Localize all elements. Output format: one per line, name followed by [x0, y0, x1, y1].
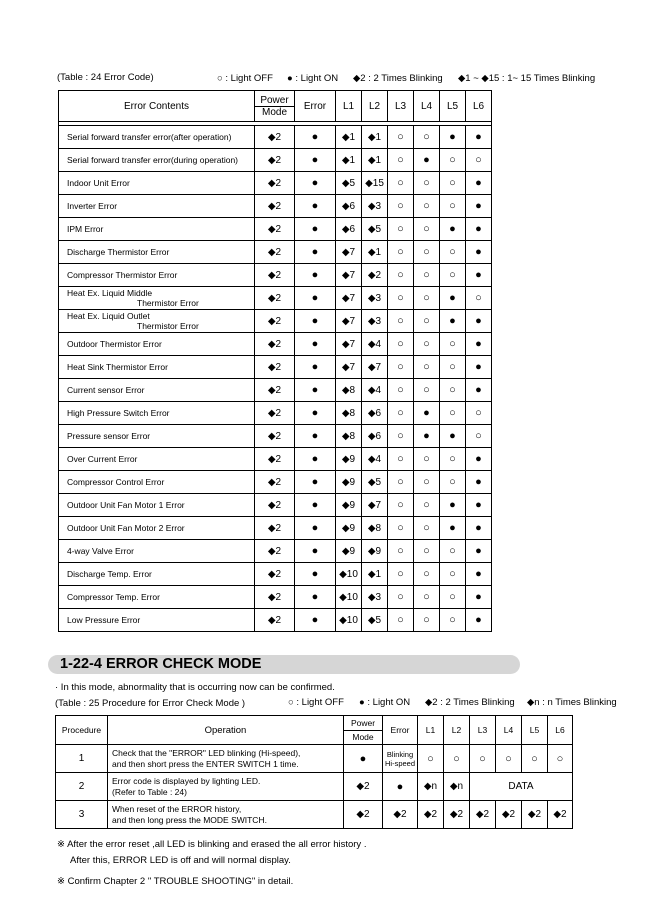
- power-mode-indicator: ◆2: [255, 609, 295, 632]
- error-contents-cell: Over Current Error: [59, 448, 255, 471]
- l3-indicator: ○: [388, 448, 414, 471]
- l6-indicator: ●: [466, 126, 492, 149]
- l3-indicator: ○: [388, 402, 414, 425]
- power-mode-indicator: ●: [344, 745, 383, 773]
- l6-indicator: ●: [466, 241, 492, 264]
- l6-indicator: ●: [466, 563, 492, 586]
- l6-indicator: ●: [466, 310, 492, 333]
- t25-legend-n-blinking: ◆n : n Times Blinking: [527, 697, 617, 708]
- table24-caption: (Table : 24 Error Code): [57, 72, 154, 83]
- l6-indicator: ●: [466, 264, 492, 287]
- table-row: [59, 241, 492, 264]
- l1-indicator: ◆2: [418, 801, 444, 829]
- l3-indicator: ○: [388, 172, 414, 195]
- l1-indicator: ◆7: [336, 241, 362, 264]
- error-indicator: ●: [295, 517, 336, 540]
- l3-indicator: ○: [388, 241, 414, 264]
- l1-indicator: ◆10: [336, 563, 362, 586]
- l2-indicator: ◆4: [362, 333, 388, 356]
- header-l2: L2: [362, 91, 388, 122]
- l2-indicator: ◆4: [362, 448, 388, 471]
- l1-indicator: ◆10: [336, 586, 362, 609]
- l5-indicator: ○: [440, 333, 466, 356]
- header-l4: L4: [414, 91, 440, 122]
- error-contents-cell: Low Pressure Error: [59, 609, 255, 632]
- error-indicator: ●: [295, 195, 336, 218]
- l1-indicator: ◆1: [336, 149, 362, 172]
- l2-indicator: ◆1: [362, 149, 388, 172]
- header-power-mode: Power Mode: [255, 91, 295, 122]
- error-indicator: ●: [295, 609, 336, 632]
- l2-indicator: ◆6: [362, 425, 388, 448]
- l4-indicator: ●: [414, 425, 440, 448]
- l3-indicator: ○: [388, 494, 414, 517]
- l3-indicator: ○: [388, 310, 414, 333]
- l1-indicator: ◆7: [336, 310, 362, 333]
- error-indicator: ●: [295, 310, 336, 333]
- l6-indicator: ●: [466, 609, 492, 632]
- l3-indicator: ○: [388, 586, 414, 609]
- procedure-number: 3: [56, 801, 108, 829]
- l4-indicator: ○: [414, 195, 440, 218]
- l4-indicator: ○: [414, 126, 440, 149]
- l2-indicator: ◆1: [362, 126, 388, 149]
- l4-indicator: ○: [414, 218, 440, 241]
- l2-indicator: ◆n: [444, 773, 470, 801]
- l6-indicator: ●: [466, 172, 492, 195]
- l4-indicator: ○: [414, 287, 440, 310]
- l2-indicator: ◆3: [362, 310, 388, 333]
- l1-indicator: ◆8: [336, 402, 362, 425]
- l3-indicator: ○: [470, 745, 496, 773]
- l4-indicator: ○: [414, 310, 440, 333]
- error-indicator: ●: [295, 586, 336, 609]
- l1-indicator: ◆1: [336, 126, 362, 149]
- operation-text: Error code is displayed by lighting LED. (Refer to Table : 24): [108, 773, 344, 801]
- l1-indicator: ◆9: [336, 471, 362, 494]
- error-indicator: ●: [295, 563, 336, 586]
- l3-indicator: ○: [388, 149, 414, 172]
- table-row: [59, 540, 492, 563]
- l4-indicator: ○: [414, 586, 440, 609]
- l1-indicator: ◆8: [336, 379, 362, 402]
- l6-indicator: ●: [466, 195, 492, 218]
- data-indicator: DATA: [470, 773, 573, 801]
- l5-indicator: ○: [440, 563, 466, 586]
- header-l4: L4: [496, 716, 522, 745]
- error-indicator: ●: [295, 402, 336, 425]
- l3-indicator: ○: [388, 126, 414, 149]
- power-mode-indicator: ◆2: [255, 425, 295, 448]
- error-indicator: ●: [295, 356, 336, 379]
- power-mode-indicator: ◆2: [344, 801, 383, 829]
- table-row: [59, 218, 492, 241]
- table-row: [59, 563, 492, 586]
- operation-text: When reset of the ERROR history, and then long press the MODE SWITCH.: [108, 801, 344, 829]
- table-row: [56, 745, 573, 773]
- l5-indicator: ○: [440, 540, 466, 563]
- power-mode-indicator: ◆2: [255, 126, 295, 149]
- l6-indicator: ○: [548, 745, 573, 773]
- l1-indicator: ◆6: [336, 218, 362, 241]
- l5-indicator: ●: [440, 126, 466, 149]
- l1-indicator: ◆9: [336, 540, 362, 563]
- reset-note-continued: After this, ERROR LED is off and will normal display.: [70, 855, 291, 866]
- l1-indicator: ◆5: [336, 172, 362, 195]
- l1-indicator: ◆7: [336, 333, 362, 356]
- error-indicator: ●: [295, 494, 336, 517]
- l2-indicator: ◆5: [362, 471, 388, 494]
- error-indicator: ●: [295, 172, 336, 195]
- l4-indicator: ○: [414, 471, 440, 494]
- l4-indicator: ○: [414, 264, 440, 287]
- table-row: [59, 517, 492, 540]
- error-contents-cell: Discharge Thermistor Error: [59, 241, 255, 264]
- table-row: [59, 264, 492, 287]
- l5-indicator: ○: [522, 745, 548, 773]
- table25-caption: (Table : 25 Procedure for Error Check Mode ): [55, 698, 246, 709]
- l5-indicator: ○: [440, 195, 466, 218]
- procedure-number: 2: [56, 773, 108, 801]
- table-row: [59, 149, 492, 172]
- l5-indicator: ●: [440, 517, 466, 540]
- power-mode-indicator: ◆2: [255, 563, 295, 586]
- l6-indicator: ●: [466, 379, 492, 402]
- table-row: [59, 586, 492, 609]
- l6-indicator: ○: [466, 149, 492, 172]
- l5-indicator: ○: [440, 149, 466, 172]
- error-indicator: ●: [295, 218, 336, 241]
- l4-indicator: ○: [414, 241, 440, 264]
- header-power-mode: Power Mode: [344, 716, 383, 745]
- table-row: [59, 172, 492, 195]
- l3-indicator: ○: [388, 287, 414, 310]
- error-contents-cell: Heat Ex. Liquid Outlet Thermistor Error: [59, 310, 255, 333]
- section-intro: · In this mode, abnormality that is occurring now can be confirmed.: [55, 682, 335, 693]
- power-mode-indicator: ◆2: [255, 586, 295, 609]
- l4-indicator: ●: [414, 402, 440, 425]
- l6-indicator: ●: [466, 540, 492, 563]
- l5-indicator: ●: [440, 287, 466, 310]
- power-mode-indicator: ◆2: [344, 773, 383, 801]
- error-indicator: ◆2: [383, 801, 418, 829]
- error-indicator: ●: [295, 149, 336, 172]
- l6-indicator: ●: [466, 494, 492, 517]
- l3-indicator: ○: [388, 609, 414, 632]
- table-row: [59, 609, 492, 632]
- l2-indicator: ◆4: [362, 379, 388, 402]
- header-l3: L3: [470, 716, 496, 745]
- l6-indicator: ●: [466, 448, 492, 471]
- table-header-row: [56, 716, 573, 745]
- table-row: [59, 425, 492, 448]
- l2-indicator: ◆1: [362, 241, 388, 264]
- l1-indicator: ◆9: [336, 494, 362, 517]
- error-contents-cell: Inverter Error: [59, 195, 255, 218]
- l2-indicator: ◆8: [362, 517, 388, 540]
- l1-indicator: ◆10: [336, 609, 362, 632]
- l5-indicator: ○: [440, 586, 466, 609]
- error-contents-cell: Compressor Control Error: [59, 471, 255, 494]
- error-contents-cell: Compressor Thermistor Error: [59, 264, 255, 287]
- l6-indicator: ●: [466, 218, 492, 241]
- l6-indicator: ○: [466, 402, 492, 425]
- error-contents-cell: Heat Ex. Liquid Middle Thermistor Error: [59, 287, 255, 310]
- error-contents-cell: Compressor Temp. Error: [59, 586, 255, 609]
- operation-text: Check that the "ERROR" LED blinking (Hi-speed), and then short press the ENTER SWITCH 1 time.: [108, 745, 344, 773]
- header-l1: L1: [418, 716, 444, 745]
- l2-indicator: ◆3: [362, 195, 388, 218]
- l3-indicator: ○: [388, 563, 414, 586]
- l2-indicator: ◆6: [362, 402, 388, 425]
- l5-indicator: ○: [440, 379, 466, 402]
- error-indicator: ●: [295, 448, 336, 471]
- l6-indicator: ●: [466, 471, 492, 494]
- error-indicator: ●: [295, 425, 336, 448]
- legend-2-blinking: ◆2 : 2 Times Blinking: [353, 73, 443, 84]
- error-contents-cell: Indoor Unit Error: [59, 172, 255, 195]
- l5-indicator: ○: [440, 471, 466, 494]
- table-row: [59, 379, 492, 402]
- power-mode-indicator: ◆2: [255, 448, 295, 471]
- table-row: [56, 801, 573, 829]
- table-row: [59, 126, 492, 149]
- reset-note: ※ After the error reset ,all LED is blinking and erased the all error history .: [57, 839, 367, 850]
- error-contents-cell: Pressure sensor Error: [59, 425, 255, 448]
- error-indicator: ●: [295, 287, 336, 310]
- l1-indicator: ◆9: [336, 517, 362, 540]
- header-l1: L1: [336, 91, 362, 122]
- power-mode-indicator: ◆2: [255, 172, 295, 195]
- l6-indicator: ○: [466, 287, 492, 310]
- l2-indicator: ◆2: [362, 264, 388, 287]
- l5-indicator: ○: [440, 241, 466, 264]
- power-mode-indicator: ◆2: [255, 540, 295, 563]
- l4-indicator: ○: [414, 494, 440, 517]
- l3-indicator: ◆2: [470, 801, 496, 829]
- error-indicator: ●: [295, 333, 336, 356]
- l2-indicator: ◆7: [362, 494, 388, 517]
- l2-indicator: ◆3: [362, 287, 388, 310]
- l3-indicator: ○: [388, 471, 414, 494]
- l1-indicator: ◆7: [336, 287, 362, 310]
- l5-indicator: ○: [440, 448, 466, 471]
- power-mode-indicator: ◆2: [255, 494, 295, 517]
- error-contents-cell: Outdoor Unit Fan Motor 1 Error: [59, 494, 255, 517]
- error-indicator: ●: [383, 773, 418, 801]
- l1-indicator: ◆7: [336, 356, 362, 379]
- l3-indicator: ○: [388, 425, 414, 448]
- error-indicator: ●: [295, 241, 336, 264]
- l6-indicator: ○: [466, 425, 492, 448]
- l4-indicator: ○: [414, 540, 440, 563]
- power-mode-indicator: ◆2: [255, 241, 295, 264]
- power-mode-indicator: ◆2: [255, 356, 295, 379]
- header-l5: L5: [440, 91, 466, 122]
- l5-indicator: ○: [440, 264, 466, 287]
- header-operation: Operation: [108, 716, 344, 745]
- header-error: Error: [383, 716, 418, 745]
- l5-indicator: ○: [440, 356, 466, 379]
- l1-indicator: ◆8: [336, 425, 362, 448]
- error-indicator: ●: [295, 540, 336, 563]
- table-row: [56, 773, 573, 801]
- l3-indicator: ○: [388, 356, 414, 379]
- table-row: [59, 287, 492, 310]
- table-row: [59, 333, 492, 356]
- t25-legend-light-on: ● : Light ON: [359, 697, 411, 708]
- power-mode-indicator: ◆2: [255, 333, 295, 356]
- l2-indicator: ◆1: [362, 563, 388, 586]
- error-contents-cell: Current sensor Error: [59, 379, 255, 402]
- error-contents-cell: Serial forward transfer error(after operation): [59, 126, 255, 149]
- l4-indicator: ◆2: [496, 801, 522, 829]
- l1-indicator: ◆6: [336, 195, 362, 218]
- t25-legend-2-blinking: ◆2 : 2 Times Blinking: [425, 697, 515, 708]
- l3-indicator: ○: [388, 195, 414, 218]
- l4-indicator: ○: [414, 172, 440, 195]
- power-mode-indicator: ◆2: [255, 264, 295, 287]
- error-contents-cell: High Pressure Switch Error: [59, 402, 255, 425]
- power-mode-indicator: ◆2: [255, 402, 295, 425]
- l2-indicator: ◆2: [444, 801, 470, 829]
- troubleshooting-note: ※ Confirm Chapter 2 " TROUBLE SHOOTING" in detail.: [57, 876, 294, 887]
- l2-indicator: ◆5: [362, 609, 388, 632]
- error-contents-cell: IPM Error: [59, 218, 255, 241]
- l4-indicator: ○: [414, 609, 440, 632]
- l2-indicator: ◆7: [362, 356, 388, 379]
- l6-indicator: ●: [466, 356, 492, 379]
- table-row: [59, 494, 492, 517]
- l4-indicator: ○: [414, 379, 440, 402]
- l1-indicator: ◆n: [418, 773, 444, 801]
- l4-indicator: ○: [414, 448, 440, 471]
- l4-indicator: ○: [414, 563, 440, 586]
- table-row: [59, 310, 492, 333]
- error-indicator: ●: [295, 264, 336, 287]
- l6-indicator: ●: [466, 333, 492, 356]
- l2-indicator: ◆5: [362, 218, 388, 241]
- header-l6: L6: [548, 716, 573, 745]
- error-code-table: [58, 90, 492, 632]
- header-l2: L2: [444, 716, 470, 745]
- l3-indicator: ○: [388, 218, 414, 241]
- power-mode-indicator: ◆2: [255, 379, 295, 402]
- legend-light-off: ○ : Light OFF: [217, 73, 273, 84]
- section-title: 1-22-4 ERROR CHECK MODE: [48, 655, 520, 674]
- l4-indicator: ○: [414, 333, 440, 356]
- l4-indicator: ○: [496, 745, 522, 773]
- power-mode-indicator: ◆2: [255, 218, 295, 241]
- l5-indicator: ●: [440, 425, 466, 448]
- legend-light-on: ● : Light ON: [287, 73, 339, 84]
- l2-indicator: ◆15: [362, 172, 388, 195]
- l1-indicator: ◆9: [336, 448, 362, 471]
- error-contents-cell: 4-way Valve Error: [59, 540, 255, 563]
- power-mode-indicator: ◆2: [255, 517, 295, 540]
- l4-indicator: ●: [414, 149, 440, 172]
- power-mode-indicator: ◆2: [255, 471, 295, 494]
- power-mode-indicator: ◆2: [255, 310, 295, 333]
- error-check-procedure-table: [55, 715, 573, 829]
- power-mode-indicator: ◆2: [255, 195, 295, 218]
- l2-indicator: ○: [444, 745, 470, 773]
- l4-indicator: ○: [414, 517, 440, 540]
- l6-indicator: ●: [466, 586, 492, 609]
- l5-indicator: ◆2: [522, 801, 548, 829]
- error-indicator: Blinking Hi-speed: [383, 745, 418, 773]
- header-error: Error: [295, 91, 336, 122]
- table-row: [59, 471, 492, 494]
- error-contents-cell: Outdoor Thermistor Error: [59, 333, 255, 356]
- power-mode-indicator: ◆2: [255, 287, 295, 310]
- t25-legend-light-off: ○ : Light OFF: [288, 697, 344, 708]
- l4-indicator: ○: [414, 356, 440, 379]
- l1-indicator: ○: [418, 745, 444, 773]
- l3-indicator: ○: [388, 333, 414, 356]
- l5-indicator: ○: [440, 172, 466, 195]
- table-row: [59, 448, 492, 471]
- l2-indicator: ◆3: [362, 586, 388, 609]
- error-contents-cell: Heat Sink Thermistor Error: [59, 356, 255, 379]
- error-contents-cell: Outdoor Unit Fan Motor 2 Error: [59, 517, 255, 540]
- header-l6: L6: [466, 91, 492, 122]
- power-mode-indicator: ◆2: [255, 149, 295, 172]
- l5-indicator: ●: [440, 218, 466, 241]
- l5-indicator: ●: [440, 494, 466, 517]
- error-contents-cell: Discharge Temp. Error: [59, 563, 255, 586]
- l5-indicator: ○: [440, 609, 466, 632]
- l2-indicator: ◆9: [362, 540, 388, 563]
- error-indicator: ●: [295, 471, 336, 494]
- l3-indicator: ○: [388, 379, 414, 402]
- table-header-row: [59, 91, 492, 122]
- error-contents-cell: Serial forward transfer error(during operation): [59, 149, 255, 172]
- header-l5: L5: [522, 716, 548, 745]
- l5-indicator: ●: [440, 310, 466, 333]
- l6-indicator: ●: [466, 517, 492, 540]
- l3-indicator: ○: [388, 517, 414, 540]
- error-indicator: ●: [295, 379, 336, 402]
- error-indicator: ●: [295, 126, 336, 149]
- l5-indicator: ○: [440, 402, 466, 425]
- header-procedure: Procedure: [56, 716, 108, 745]
- table-row: [59, 195, 492, 218]
- table-row: [59, 402, 492, 425]
- l6-indicator: ◆2: [548, 801, 573, 829]
- l3-indicator: ○: [388, 540, 414, 563]
- l3-indicator: ○: [388, 264, 414, 287]
- procedure-number: 1: [56, 745, 108, 773]
- header-error-contents: Error Contents: [59, 91, 255, 122]
- header-l3: L3: [388, 91, 414, 122]
- table-row: [59, 356, 492, 379]
- legend-range-blinking: ◆1 ~ ◆15 : 1~ 15 Times Blinking: [458, 73, 596, 84]
- l1-indicator: ◆7: [336, 264, 362, 287]
